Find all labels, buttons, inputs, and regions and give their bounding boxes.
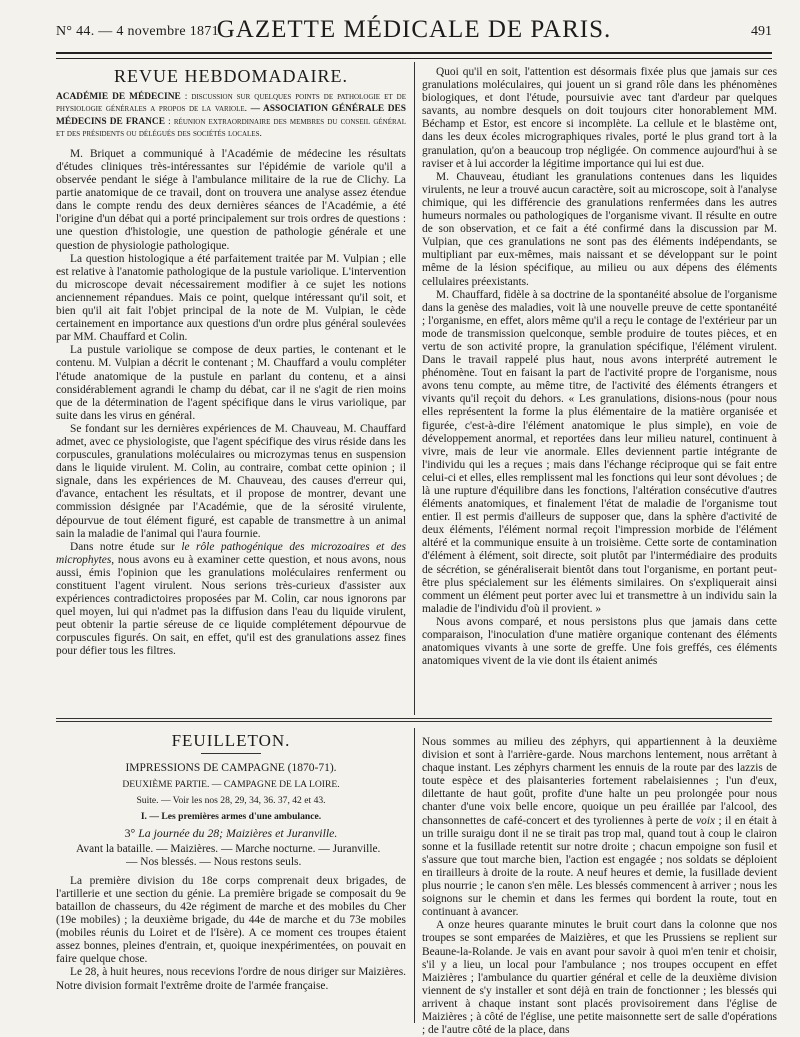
summary-association-head: — ASSOCIATION GÉNÉRALE DES MÉDECINS DE FRANCE <box>56 104 407 127</box>
feuilleton-rule-bottom <box>56 721 772 722</box>
summary-academie-text: : discussion sur quelques points de pathologie et de physiologie générales a propos de la variole. <box>56 92 406 115</box>
issue-line: N° 44. — 4 novembre 1871. <box>56 24 223 39</box>
revue-left-column <box>56 66 406 712</box>
revue-right-paragraph-2: M. Chauveau, étudiant les granulations contenues dans les liquides virulents, ne leur a trouvé aucun caractère, soit au microscope, soit à l'analyse chimique, qui les différencie des granulations renfermées dans les autres humeurs normales ou pathologiques de l'organisme vivant. Il résulte en outre de son observation, et ce fait a été confirmé dans la discussion par M. Vulpian, que ces granulations ne sont pas des éléments indépendants, se multipliant par eux-mêmes, mais naissant et se développant sur le point même de la lésion spécifique, au milieu ou aux dépens des éléments cellulaires préexistants. <box>422 170 777 288</box>
revue-summary <box>56 91 406 140</box>
revue-paragraph-5: Dans notre étude sur le rôle pathogénique des microzoaires et des microphytes, nous avons eu à examiner cette question, et nous avons, nous aussi, émis l'opinion que les granulations moléculaires renferment ou constituent l'agent virulent. Nous serions très-curieux d'assister aux expériences contradictoires proposées par M. Colin, car nous ignorons par quel moyen, lui qui n'admet pas la diffusion dans l'eau du liquide virulent, peut obtenir la partie séreuse de ce liquide complétement dépourvue de corpuscules figurés. On sait, en effet, qu'il est des granulations assez fines pour défier tous les filtres. <box>56 540 406 658</box>
feuilleton-paragraph-1: La première division du 18e corps comprenait deux brigades, de l'artillerie et une section du génie. La première brigade se composait du 9e bataillon de chasseurs, du 42e régiment de marche et des mobiles du Cher (19e mobiles) ; la deuxième brigade, du 44e de marche et du 73e mobiles (mobiles réunis du Loiret et de l'Isère). A ce moment ces troupes étaient assez bonnes, pleines d'entrain, et, quoique inexpérimentées, on pouvait en faire quelque chose. <box>56 874 406 966</box>
revue-right-paragraph-4: Nous avons comparé, et nous persistons plus que jamais dans cette comparaison, l'inoculation d'une matière organique contenant des éléments anatomiques vivants à une sorte de greffe. Une fois greffés, ces éléments anatomiques vivent de la vie dont ils étaient animés <box>422 615 777 668</box>
feuilleton-title: FEUILLETON. <box>171 731 291 750</box>
revue-paragraph-4: Se fondant sur les dernières expériences de M. Chauveau, M. Chauffard admet, avec ce physiologiste, que l'agent spécifique des virus réside dans les corpuscules, granulations moléculaires ou microzymas tenus en suspension dans le liquide virulent. M. Colin, au contraire, combat cette opinion ; il signale, dans les expériences de M. Chauveau, des causes d'erreur qui, d'avance, entachent les résultats, et il propose de montrer, devant une commission désignée par l'Académie, que de la sérosité virulente, dépourvue de tout élément figuré, est capable de transmettre à un animal sain la maladie de l'animal qui l'aura fournie. <box>56 422 406 540</box>
feuilleton-right-paragraph-1: Nous sommes au milieu des zéphyrs, qui appartiennent à la deuxième division et sont à l'arrière-garde. Nous marchons lentement, nous arrêtant à chaque instant. Les zéphyrs charment les ennuis de la route par des lazzis de toute espèce et des plaisanteries fortement rabelaisiennes ; l'un d'eux, dilettante de haut goût, profite d'une halte un peu prolongée pour nous chanter d'une voix belle encore, quoique un peu éraillée par l'alcool, des chansonnettes de café-concert et des tyroliennes à perte de voix ; il en était à un trille suraigu dont il ne se tirait pas trop mal, quand tout à coup le clairon sonne et la fusillade retentit sur notre droite ; chacun empoigne son fusil et s'assure que tout marche bien, l'action est engagée ; nos soldats se déploient en tirailleurs à droite de la route. A neuf heures et demie, la fusillade devient plus nourrie ; le canon s'en mêle. Les blessés commencent à arriver ; nous les soignons sur le chemin et dans les fermes qui bordent la route, tout en continuant à avancer. <box>422 736 777 919</box>
column-divider-lower <box>414 728 415 1023</box>
study-title: le rôle pathogénique des microzoaires et des microphytes <box>56 540 406 566</box>
feuilleton-right-paragraph-2: A onze heures quarante minutes le bruit court dans la colonne que nos troupes se sont emparées de Maizières, et que les Prussiens se replient sur Beaune-la-Rolande. Je vais en avant pour savoir à quoi m'en tenir et choisir, s'il y a lieu, un local pour l'ambulance ; nos troupes occupent en effet Maizières ; l'ambulance du quartier général et celle de la deuxième division viennent de s'y installer et sont déjà en train de fonctionner ; les blessés qui arrivent à chaque instant sont placés provisoirement dans l'église de Maizières ; à côté de l'église, une petite maisonnette sert de salle d'opérations ; de l'autre côté de la place, dans <box>422 919 777 1037</box>
summary-association-text: : réunion extraordinaire des membres du conseil général et des présidents ou délégués des sociétés locales. <box>56 116 406 139</box>
revue-right-paragraph-1: Quoi qu'il en soit, l'attention est désormais fixée plus que jamais sur ces granulations moléculaires, qui jouent un si grand rôle dans les phénomènes biologiques, et dont l'étude, poursuivie avec tant d'ardeur par quelques savants, au nombre desquels on doit toujours citer honorablement MM. Béchamp et Estor, est encore si incomplète. La cellule et le blastème ont, dans les deux écoles micrographiques rivales, porté le plus grand tort à la granulation, qu'on a beaucoup trop négligée. On commence aujourd'hui à se raviser et à lui accorder la légitime importance qui lui est due. <box>422 66 777 170</box>
revue-paragraph-2: La question histologique a été parfaitement traitée par M. Vulpian ; elle est relative à l'anatomie pathologique de la pustule variolique. L'intervention du microscope devait nécessairement modifier à ce sujet les notions anciennement répandues. Mais ce point, quelque intéressant qu'il soit, et bien qu'il ait fait l'objet principal de la note de M. Vulpian, le cède certainement en importance aux questions d'un ordre plus général soulevées par MM. Chauffard et Colin. <box>56 252 406 344</box>
summary-academie-head: ACADÉMIE DE MÉDECINE <box>56 92 181 103</box>
feuilleton-part: DEUXIÈME PARTIE. — CAMPAGNE DE LA LOIRE. <box>122 779 340 791</box>
revue-title: REVUE HEBDOMADAIRE. <box>114 66 348 86</box>
feuilleton-chapter: I. — Les premières armes d'une ambulance. <box>140 811 322 823</box>
column-divider-upper <box>414 62 415 715</box>
feuilleton-left-column <box>56 730 406 1024</box>
page-number: 491 <box>751 24 772 39</box>
revue-right-paragraph-3: M. Chauffard, fidèle à sa doctrine de la spontanéité absolue de l'organisme dans la genèse des maladies, voit là une nouvelle preuve de cette spontanéité ; l'organisme, en effet, alors même qu'il a reçu le contage de l'extérieur par un mode de transmission quelconque, semble produire de toutes pièces, et en vertu de son activité propre, la granulation spécifique, l'élément virulent. Dans le travail rappelé plus haut, nous avons interprété autrement le phénomène. Tout en faisant la part de l'activité propre de l'organisme, nous avons tenu compte, au même titre, de l'activité des éléments étrangers et vivants qu'il reçoit du dehors. « Les granulations, disions-nous (pour nous elles représentent la forme la plus élémentaire de la matière organisée et figurée, c'est-à-dire l'élément anatomique le plus simple), en voie de développement anormal, et reportées dans leur milieu naturel, continuent à vivre, mais de leur vie anormale. Elles deviennent partie intégrante de l'individu qui les a reçues ; mais dans l'échange réciproque qui se fait entre celui-ci et elles, elles remplissent mal les fonctions qui leur sont dévolues ; de là une rupture d'équilibre dans les fonctions, l'altération consécutive d'autres éléments anatomiques, et finalement l'état de maladie de l'organisme tout entier. Il est permis d'ailleurs de supposer que, dans la sphère d'activité de deux éléments, l'élément normal reçoit l'impression morbide de l'élément altéré et la communique ensuite à un troisième. Cette sorte de contamination d'élément à élément, soit directe, soit plutôt par l'intermédiaire des produits de sécrétion, se généraliserait bientôt dans tout l'organisme, en portant peut-être plus spécialement sur les éléments similaires. On s'expliquerait ainsi comment un élément peut porter avec lui et transmettre à un individu sain la maladie de l'individu d'où il provient. » <box>422 288 777 615</box>
feuilleton-contents: Avant la bataille. — Maizières. — Marche nocturne. — Juranville. — Nos blessés. — Nous restons seuls. <box>76 842 381 868</box>
revue-right-column <box>422 66 777 712</box>
feuilleton-journee: 3° La journée du 28; Maizières et Juranville. <box>124 826 338 841</box>
feuilleton-subtitle: IMPRESSIONS DE CAMPAGNE (1870-71). <box>125 762 337 775</box>
header-rule <box>56 52 772 59</box>
feuilleton-suite: Suite. — Voir les nos 28, 29, 34, 36. 37, 42 et 43. <box>136 795 326 807</box>
feuilleton-dash <box>201 753 261 754</box>
feuilleton-rule-top <box>56 718 772 719</box>
journal-title: GAZETTE MÉDICALE DE PARIS. <box>216 16 612 43</box>
feuilleton-paragraph-2: Le 28, à huit heures, nous recevions l'ordre de nous diriger sur Maizières. Notre division formait l'extrême droite de l'armée française. <box>56 966 406 992</box>
page-header <box>56 14 772 48</box>
revue-paragraph-3: La pustule variolique se compose de deux parties, le contenant et le contenu. M. Vulpian a décrit le contenant ; M. Chauffard a voulu compléter l'étude anatomique de la pustule en parlant du contenu, et a ainsi considérablement agrandi le champ du débat, car il ne s'agit de rien moins que de la détermination de l'agent spécifique dans le virus variolique, par suite dans les virus en général. <box>56 344 406 422</box>
feuilleton-right-column <box>422 736 777 1037</box>
revue-paragraph-1: M. Briquet a communiqué à l'Académie de médecine les résultats d'études cliniques très-intéressantes sur l'épidémie de variole qu'il a observée pendant le siége à l'ambulance militaire de la rue de Clichy. La partie anatomique de ce travail, dont on trouvera une analyse assez étendue dans le compte rendu des deux dernières séances de l'Académie, a été l'origine d'un débat qui a porté principalement sur trois ordres de questions : une question d'histologie, une question de pathologie générale et une question de physiologie pathologique. <box>56 147 406 252</box>
